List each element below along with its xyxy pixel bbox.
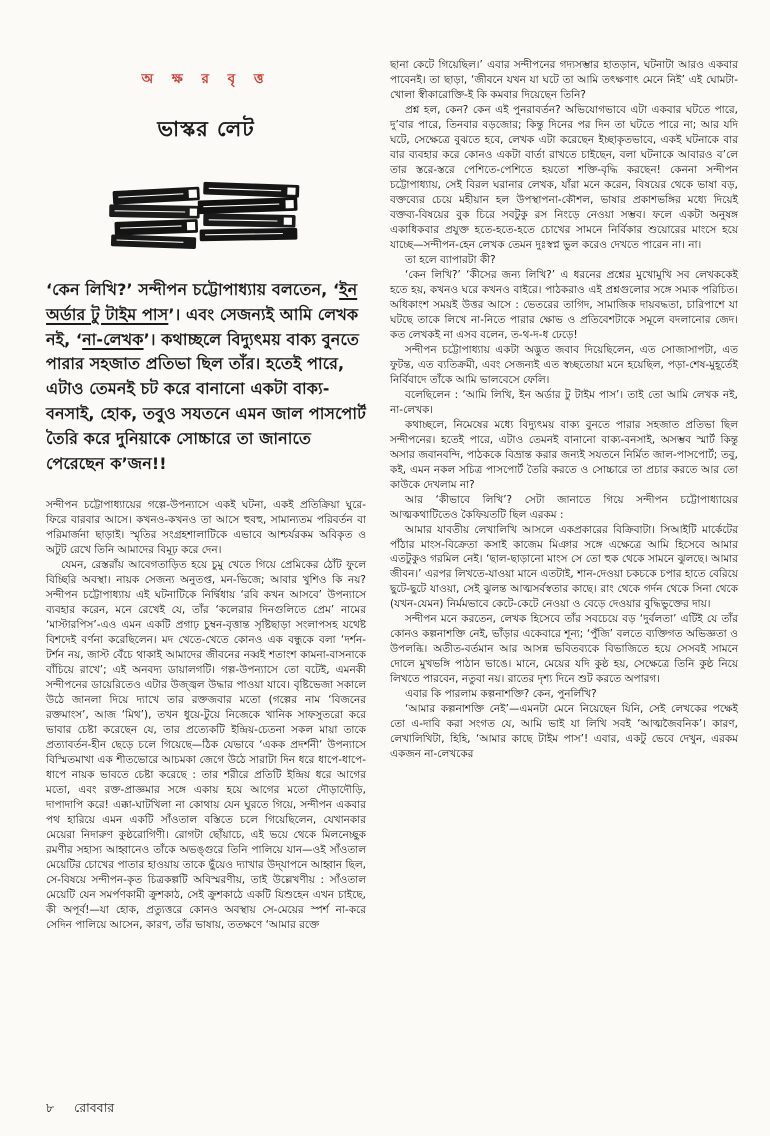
paragraph: এবার কি পারলাম কল্পনাশক্তি? কেন, পুনর্লিখি? (405, 688, 597, 701)
paragraph: ‘কেন লিখি?’ ‘কীসের জন্য লিখি?’ এ ধরনের প্রশ্নের মুখোমুখি সব লেখককেই হতে হয়, কখনও ঘরে কখনও বাইরে। পাঠকরাও এই প্রশ্নগুলোর সঙ্গে সম্যক পরিচিত। অধিকাংশ সময়ই উত্তর আসে : ভেতরের তাগিদ, সামাজিক দায়বদ্ধতা, চারিপাশে যা ঘটছে তাকে লিখে না-নিতে পারার ক্ষোভ ও প্রতিবেশটাকে সমূলে বদলানোর জেদ। কত লেখকই না এসব বলেন, ত-থ-দ-ধ ঢেড়ে! (390, 268, 738, 341)
paragraph: সন্দীপন চট্টোপাধ্যায় একটা অদ্ভুত জবাব দিয়েছিলেন, এত সোজাসাপটা, এত ফুটন্ত, এত ব্যতিক্রমী, এবং সেজন্যই এত স্বচ্ছতোয়া মনে হয়েছিল, পড়া-শেষ-মুহূর্তেই নির্বিবাদে তাঁকে আমি ভালবেসে ফেলি। (390, 343, 738, 386)
lead-underlined-phrase: না-লেখক (82, 329, 144, 349)
paragraph: যেমন, রেস্তরাঁয় আবেগতাড়িত হয়ে চুমু খেতে গিয়ে প্রেমিকের ঠোঁট ফুলে বিচ্ছিরি অবস্থা। নায়ক সেজন্য অনুতপ্ত, মন-ভিজে; আবার খুশিও কি নয়? সন্দীপন চট্টোপাধ্যায় এই ঘটনাটিকে নির্দ্বিধায় ‘রবি কখন আসবে’ উপন্যাসে ব্যবহার করেন, মনে রেখেই যে, তাঁর ‘কলেরার দিনগুলিতে প্রেম’ নামের ‘মাস্টারপিস’-এও এমন একটি প্রগাঢ় চুম্বন-বৃত্তান্ত সৃষ্টিছাড়া সংলাপসহ যথেষ্ট বিশদেই বর্ণনা করেছিলেন। মদ খেতে-খেতে কোনও এক বন্ধুকে বলা ‘দর্শন-টর্শন নয়, জাস্ট বেঁচে থাকাই আমাদের জীবনের নব্বই শতাংশ কামনা-বাসনাকে বাঁচিয়ে রাখে’; এই অনবদ্য ডায়ালগটি। গল্প-উপন্যাসে তো বটেই, এমনকী সন্দীপনের ডায়েরিতেও এটার উজ্জ্বল উদ্ধার পাওয়া যাবে। বৃষ্টিভেজা সকালে উঠে জানলা দিয়ে দ্যাখে তার রক্তজবার মতো (গল্পের নাম ‘বিজনের রক্তমাংস’, আজ ‘মিথ’), তখন ধুয়ে-টুয়ে নিজেকে খানিক সাফসুতরো করে ভাবার চেষ্টা করেছেন যে, তার প্রত্যেকটি ইন্দ্রিয়-চেতনা সকল মায়া তাকে প্রত্যাবর্তন-হীন ছেড়ে চলে গিয়েছে—ঠিক যেভাবে ‘একক প্রদর্শনী’ উপন্যাসে বিস্মিতমাখা এক শীতভোরে আচমকা জেগে উঠে সারাটা দিন ধরে ধাপে-ধাপে-ধাপে নায়ক ভাবতে চেষ্টা করেছে : তার শরীরে প্রতিটি ইন্দ্রিয় ধরে আগের মতো, এবং রক্ত-প্রাজ্ঞমার সঙ্গে একায় হয়ে আগের মতো দৌড়াদৌড়ি, দাপাদাপি করে! এক্কা-ঘাটখিলা না কোথায় যেন ঘুরতে গিয়ে, সন্দীপন একবার পথ হারিয়ে এমন একটি সাঁওতাল বস্তিতে চলে গিয়েছিলেন, যেখানকার মেয়েরা নিদারুণ কুষ্ঠরোগিণী। রোগটা ছোঁয়াচে, এই ভয়ে থেকে মিলনেচ্ছুক রমণীর সহাস্য আহ্বানেও তাঁকে অভঙ্গুরে তিনি পালিয়ে যান—ওই সাঁওতাল মেয়েটির চোখের পাতার হাওয়ায় তাকে ছুঁয়েও দ্যাখার উদ্‌যাপনে আহ্বান ছিল, সে-বিষয়ে সন্দীপন-কৃত চিত্রকল্পটি অবিস্মরণীয়, তাই উল্লেখণীয় : সাঁওতাল মেয়েটি যেন সমর্পণকামী ক্রুশকাঠ, সেই ক্রুশকাঠে একটি যিশুহেন এখন চাইছে, কী অপূর্ব!—যা হোক, প্রত্যুত্তরে কোনও অবস্থায় সে-মেয়ের স্পর্শ না-করে সেদিন পালিয়ে আসেন, কারণ, তাঁর ভাষায়, ততক্ষণে ‘আমার রক্তে (46, 559, 366, 931)
paragraph: ‘আমার কল্পনাশক্তি নেই’—এমনটা মেনে নিয়েছেন যিনি, সেই লেখকের পক্ষেই তো এ-দাবি করা সংগত যে, আমি ভাই যা লিখি সবই ‘আত্মজৈবনিক’। কারণ, লেখালিখিটা, হিহি, ‘আমার কাছে টাইম পাস’! এবার, একটু ভেবে দেখুন, এরকম একজন না-লেখকের (390, 703, 738, 761)
paragraph: আমার যাবতীয় লেখালিখি আসলে একপ্রকারের বিক্রিবাটা। সিআইটি মার্কেটের পাঁঠার মাংস-বিক্রেতা কসাই কাজেম মিঞার সঙ্গে এক্ষেত্রে আমি হিসেবে আমার এতটুকুও গরমিল নেই। ‘ছাল-ছাড়ানো মাংস সে তো হুক থেকে সামনে ঝুলছে। আমার জীবন।’ এরপর লিখতে-যাওয়া মানে এতটাই, শান-দেওয়া চকচকে চপার হাতে বেরিয়ে ছুটে-ছুটে যাওয়া, সেই ঝুলন্ত আত্মসর্বস্বতার কাছে। রাং থেকে গর্দন থেকে সিনা থেকে (যখন-যেমন) নির্মমভাবে কেটে-কেটে নেওয়া ও বেড়ে দেওয়ার বুদ্ধিভুক্তের দায়। (390, 523, 738, 611)
paragraph: প্রশ্ন হল, কেন? কেন এই পুনরাবর্তন? অভিযোগভাবে এটা একবার ঘটতে পারে, দু’বার পারে, তিনবার বড়জোর; কিন্তু দিনের পর দিন তা ঘটতে পারে না; আর যদি ঘটে, সেক্ষেত্রে বুঝতে হবে, লেখক এটা করেছেন ইচ্ছাকৃতভাবে, একই ঘটনাকে বার বার ব্যবহার করে কোনও একটা বার্তা রাখতে চাইছেন, বলা ঘটনাকে আবারও ব’লে তার স্তরে-স্তরে পেশিতে-পেশিতে হয়তো শক্তি-বৃদ্ধি করছেন! কেননা সন্দীপন চট্টোপাধ্যায়, সেই বিরল ঘরানার লেখক, যাঁরা মনে করেন, বিষয়ের থেকে ভাষা বড়, বক্তব্যের চেয়ে মহীয়ান হল উপস্থাপনা-কৌশল, ভাষার প্রকাশভঙ্গির মধ্যে দিয়েই বক্তব্য-বিষয়ের বুক চিরে সবটুকু রস নিংড়ে নেওয়া সম্ভব। ফলে একটা অনুষঙ্গ একাধিকবার প্রযুক্ত হতে-হতে-হতে চোখের সামনে নির্বিকার শুয়োরের মাংসে হয়ে যাচ্ছে—সন্দীপন-হেন লেখক তেমন দুঃস্বপ্ন ভুল করেও দেখতে পারেন না। না। (390, 103, 738, 251)
stacked-books-illustration (102, 168, 310, 264)
left-body-text (46, 498, 366, 933)
paragraph: তা হলে ব্যাপারটা কী? (405, 253, 496, 266)
section-label: অ ক্ষ র বৃ ত্ত (141, 71, 271, 87)
page-title: ভাস্কর লেট (157, 117, 255, 141)
lead-text: ’। কথাচ্ছলে বিদ্যুৎময় বাক্য বুনতে পারার সহজাত প্রতিভা ছিল তাঁর। হতেই পারে, এটাও তেমনই চট করে বানানো একটা বাক্য-বনসাই, হোক, তবুও সযতনে এমন জাল পাসপোর্ট তৈরি করে দুনিয়াকে সোচ্চারে তা জানাতে পেরেছেন ক’জন!! (46, 329, 366, 473)
lead-underlined-phrase: ইন অর্ডার টু টাইম পাস (46, 280, 358, 324)
paragraph: সন্দীপন মনে করতেন, লেখক হিসেবে তাঁর সবচেয়ে বড় ‘দুর্বলতা’ এটিই যে তাঁর কোনও কল্পনাশক্তি নেই, ভাঁড়ার একেবারে শূন্য; ‘পুঁজি’ বলতে ব্যক্তিগত অভিজ্ঞতা ও উপলব্ধি। অতীত-বর্তমান আর আসন্ন ভবিতব্যকে বিভাজিতে হয়ে সেসবই সামনে দোলে মুখভঙ্গি পাঠান ভাঙে। মানে, মেয়ের যদি কুষ্ঠ হয়, সেক্ষেত্রে তিনি কুষ্ঠ নিয়ে লিখতে পারবেন, নতুবা নয়। রাতের দৃশ্য দিনে শুট করতে অপারগ। (390, 613, 738, 686)
page-content (46, 54, 738, 1092)
page-number: ৮ (46, 1100, 55, 1115)
page-footer (46, 1100, 114, 1120)
paragraph: আর ‘কীভাবে লিখি’? সেটা জানাতে গিয়ে সন্দীপন চট্টোপাধ্যায়ের আত্মকথাটিতেও কৈফিয়তটি ছিল এরকম : (390, 493, 738, 521)
left-column (46, 54, 366, 1092)
paragraph: সন্দীপন চট্টোপাধ্যায়ের গল্পে-উপন্যাসে একই ঘটনা, একই প্রতিক্রিয়া ঘুরে-ফিরে বারবার আসে। কখনও-কখনও তা আসে হুবহু, সামান্যতম পরিবর্তন বা পরিমার্জনা ছাড়াই। স্মৃতির সংগ্রহশালাটিকে এভাবে আশ্চর্যরকম অবিকৃত ও অটুট রেখে তিনি আমাদের বিমূঢ় করে দেন। (46, 499, 366, 557)
lead-paragraph (46, 278, 366, 476)
right-column (390, 54, 738, 1092)
books-icon (102, 168, 310, 264)
publication-name: রোববার (74, 1100, 115, 1115)
paragraph: ছানা কেটে গিয়েছিল।’ এবার সন্দীপনের গদ্যসম্ভার হাতড়ান, ঘটনাটা আরও একবার পাবেনই। তা ছাড়া, ‘জীবনে যখন যা ঘটে তা আমি তৎক্ষণাৎ মেনে নিই’ এই ঘোমটা-খোলা স্বীকারোক্তি-ই কি কমবার দিয়েছেন তিনি? (390, 59, 738, 101)
lead-text: ‘কেন লিখি?’ সন্দীপন চট্টোপাধ্যায় বলতেন, ‘ (46, 280, 340, 299)
masthead (46, 54, 366, 264)
lead-text: ’। এবং সেজন্যই আমি লেখক নই, ‘ (46, 304, 359, 349)
paragraph: বলেছিলেন : ‘আমি লিখি, ইন অর্ডার টু টাইম পাস’। তাই তো আমি লেখক নই, না-লেখক। (390, 388, 738, 416)
paragraph: কথাচ্ছলে, নিমেষের মধ্যে বিদ্যুৎময় বাক্য বুনতে পারার সহজাত প্রতিভা ছিল সন্দীপনের। হতেই পারে, এটাও তেমনই বানানো বাক্য-বনসাই, অসম্ভব স্মার্ট কিন্তু অসার জবানবন্দি, পাঠককে বিভ্রান্ত করার জন্যই সযতনে নির্মিত জাল-পাসপোর্ট; তবু, কই, এমন নকল সচিত্র পাসপোর্ট তৈরি করতে ও সোচ্চারে তা প্রচার করতে আর তো কাউকে দেখলাম না? (390, 418, 738, 491)
